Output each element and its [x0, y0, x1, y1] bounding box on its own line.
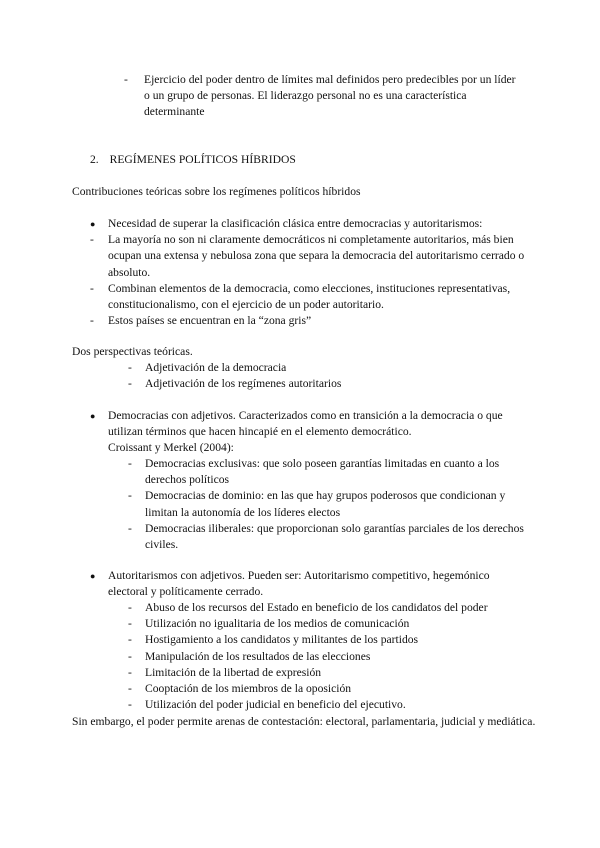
list-item-text: Utilización del poder judicial en beneficio del ejecutivo. [145, 698, 406, 712]
dash-bullet: - [90, 314, 94, 328]
list-item [90, 232, 530, 281]
dash-bullet: - [90, 281, 94, 295]
list-item [128, 681, 538, 697]
intro-text: Ejercicio del poder dentro de límites mal definidos pero predecibles por un líder o un grupo de personas. El liderazgo personal no es una característica determinante [144, 73, 516, 119]
dash-bullet: - [128, 601, 132, 614]
dash-bullet: - [128, 665, 132, 679]
democracies-text: Democracias con adjetivos. Caracterizados como en transición a la democracia o que utilizan términos que hacen hincapié en el elemento democrático. [108, 409, 503, 439]
dash-bullet: - [128, 617, 132, 631]
dash-bullet: - [128, 633, 132, 647]
list-item [128, 456, 533, 488]
dot-bullet: ● [90, 411, 96, 421]
section-heading [90, 152, 510, 168]
list-item-text: Hostigamiento a los candidatos y militantes de los partidos [145, 633, 419, 647]
section-number: 2. [90, 153, 99, 166]
democracies-list [128, 456, 533, 553]
list-item [128, 376, 508, 392]
dash-bullet: - [128, 649, 132, 663]
list-item-text: Limitación de la libertad de expresión [145, 665, 322, 679]
dash-bullet: - [128, 489, 132, 503]
list-item-text: Utilización no igualitaria de los medios de comunicación [145, 617, 410, 631]
dot-bullet: ● [90, 219, 96, 229]
dot-bullet: ● [90, 571, 96, 581]
democracies-item [90, 408, 530, 457]
contributions-list [90, 216, 530, 329]
dash-bullet: - [128, 698, 132, 712]
list-item [90, 313, 530, 329]
list-item [90, 281, 530, 313]
list-item [128, 616, 538, 632]
list-item-text: Democracias exclusivas: que solo poseen garantías limitadas en cuanto a los derechos políticos [145, 457, 500, 487]
list-item-text: Democracias iliberales: que proporcionan solo garantías parciales de los derechos civiles. [145, 521, 524, 552]
dash-bullet: - [128, 682, 132, 696]
list-item-text: Necesidad de superar la clasificación clásica entre democracias y autoritarismos: [108, 217, 483, 230]
dash-bullet: - [128, 361, 132, 374]
list-item-text: La mayoría no son ni claramente democráticos ni completamente autoritarios, más bien ocupan una extensa y nebulosa zona que separa la democracia del autoritarismo cerrado o absoluto. [108, 233, 525, 279]
contributions-heading: Contribuciones teóricas sobre los regímenes políticos híbridos [72, 185, 361, 198]
perspectives-list [128, 360, 508, 392]
list-item-text: Combinan elementos de la democracia, como elecciones, instituciones representativas, constitucionalismo, con el ejercicio de un poder autoritario. [108, 281, 511, 312]
list-item [128, 360, 508, 376]
dash-bullet: - [90, 233, 94, 247]
list-item [128, 488, 533, 520]
list-item [128, 521, 533, 553]
list-item-text: Abuso de los recursos del Estado en beneficio de los candidatos del poder [145, 601, 488, 614]
list-item [128, 665, 538, 681]
list-item-text: Manipulación de los resultados de las elecciones [145, 649, 371, 663]
list-item [128, 632, 538, 648]
list-item [128, 697, 538, 713]
dash-bullet: - [128, 521, 132, 535]
dash-bullet: - [128, 457, 132, 470]
authoritarianisms-text: Autoritarismos con adjetivos. Pueden ser: Autoritarismo competitivo, hegemónico electoral y políticamente cerrado. [108, 569, 490, 599]
democracies-source: Croissant y Merkel (2004): [108, 441, 234, 455]
closing-paragraph: Sin embargo, el poder permite arenas de contestación: electoral, parlamentaria, judicial y mediática. [72, 715, 536, 728]
list-item-text: Adjetivación de los regímenes autoritarios [145, 377, 342, 391]
intro-list-item [124, 72, 524, 121]
list-item-text: Adjetivación de la democracia [145, 361, 287, 374]
list-item-text: Democracias de dominio: en las que hay grupos poderosos que condicionan y limitan la autonomía de los líderes electos [145, 489, 506, 519]
dash-bullet: - [128, 377, 132, 391]
authoritarianisms-list [128, 600, 538, 713]
list-item [90, 216, 530, 232]
list-item-text: Estos países se encuentran en la “zona gris” [108, 314, 312, 328]
list-item [128, 600, 538, 616]
list-item-text: Cooptación de los miembros de la oposición [145, 682, 352, 696]
list-item [128, 649, 538, 665]
dash-bullet: - [124, 73, 128, 86]
perspectives-heading: Dos perspectivas teóricas. [72, 345, 193, 358]
authoritarianisms-item [90, 568, 510, 600]
section-title: REGÍMENES POLÍTICOS HÍBRIDOS [109, 153, 296, 166]
